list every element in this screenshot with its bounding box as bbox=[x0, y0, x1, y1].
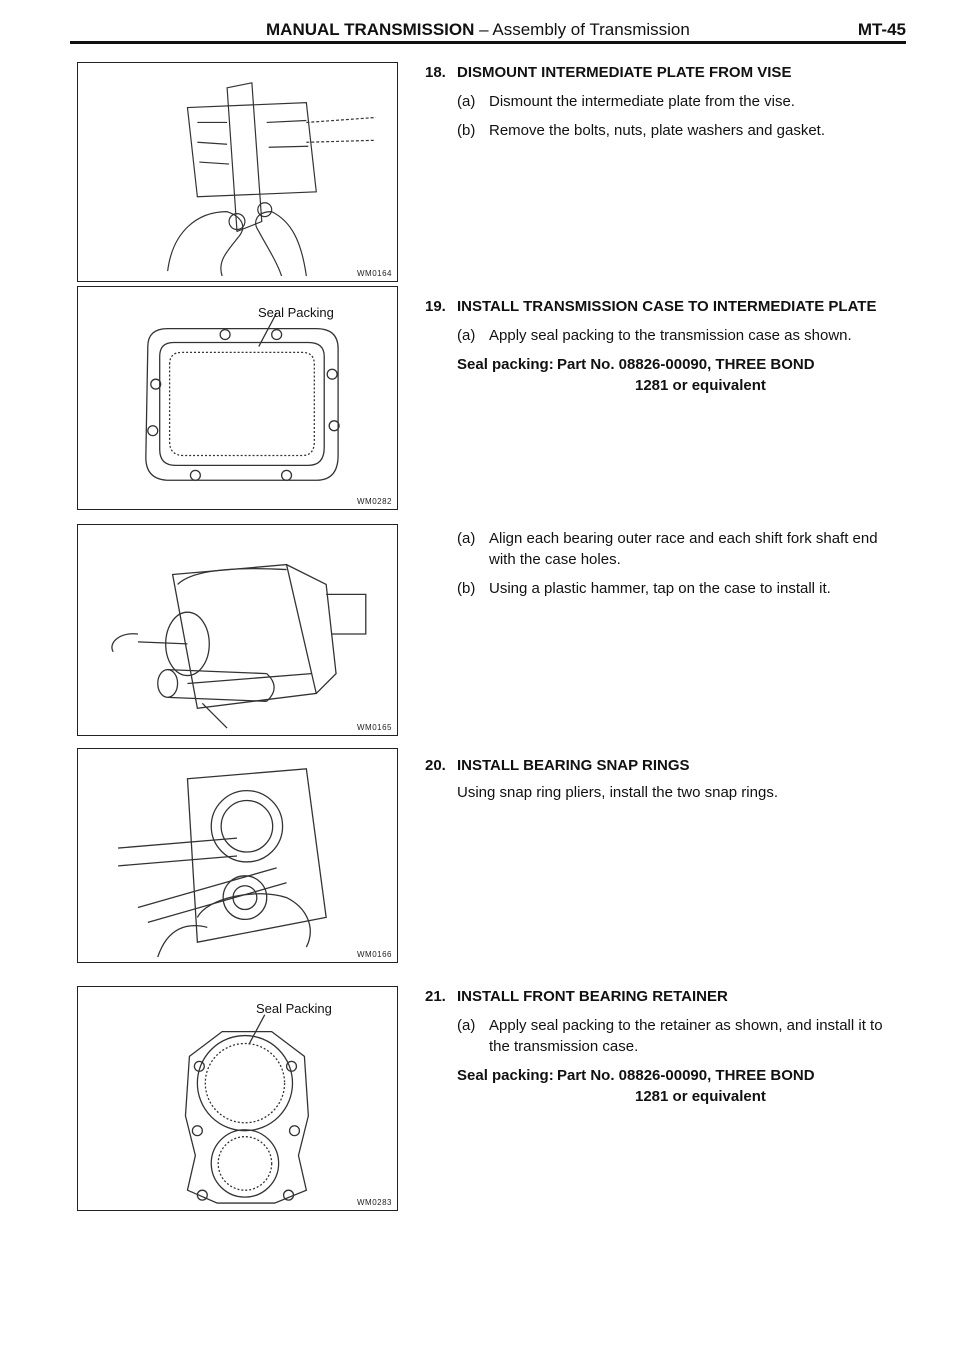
spec-key: Seal packing: bbox=[457, 1067, 554, 1084]
step-20 bbox=[425, 755, 905, 803]
header-title-main: MANUAL TRANSMISSION bbox=[266, 20, 475, 39]
figure-code: WM0165 bbox=[356, 723, 392, 732]
substep-label: (a) bbox=[457, 327, 476, 344]
step-number: 19. bbox=[425, 298, 446, 315]
header-title-sub: Assembly of Transmission bbox=[492, 20, 690, 39]
figure-illustration bbox=[78, 525, 397, 735]
step-19-continued bbox=[425, 528, 905, 599]
substep-text: Using a plastic hammer, tap on the case to install it. bbox=[489, 580, 831, 597]
substep-text: Remove the bolts, nuts, plate washers and gasket. bbox=[489, 122, 826, 139]
substep-label: (b) bbox=[457, 122, 476, 139]
step-18 bbox=[425, 62, 905, 141]
substep-text: Align each bearing outer race and each shift fork shaft end with the case holes. bbox=[489, 530, 878, 568]
figure-illustration bbox=[78, 749, 397, 962]
step-substep bbox=[457, 120, 905, 141]
step-substep bbox=[457, 578, 905, 599]
step-19 bbox=[425, 296, 905, 396]
header-title bbox=[266, 20, 690, 40]
seal-packing-spec bbox=[457, 354, 905, 396]
spec-value: Part No. 08826-00090, THREE BOND bbox=[557, 1067, 815, 1084]
step-heading: INSTALL TRANSMISSION CASE TO INTERMEDIATE PLATE bbox=[457, 298, 877, 315]
step-number: 20. bbox=[425, 757, 446, 774]
figure-illustration bbox=[78, 287, 397, 509]
substep-label: (b) bbox=[457, 580, 476, 597]
page-number: MT-45 bbox=[857, 20, 906, 39]
figure-illustration bbox=[78, 987, 397, 1210]
seal-packing-callout: Seal Packing bbox=[258, 305, 334, 320]
spec-key: Seal packing: bbox=[457, 356, 554, 373]
spec-value-cont: 1281 or equivalent bbox=[635, 377, 766, 394]
step-substep bbox=[457, 1015, 905, 1057]
figure-code: WM0283 bbox=[356, 1198, 392, 1207]
figure-code: WM0166 bbox=[356, 950, 392, 959]
substep-text: Apply seal packing to the retainer as shown, and install it to the transmission case. bbox=[489, 1017, 883, 1055]
step-heading: DISMOUNT INTERMEDIATE PLATE FROM VISE bbox=[457, 64, 792, 81]
step-heading: INSTALL FRONT BEARING RETAINER bbox=[457, 988, 728, 1005]
figure-illustration bbox=[78, 63, 397, 281]
figure-code: WM0282 bbox=[356, 497, 392, 506]
figure-case-seal-packing bbox=[77, 286, 398, 510]
substep-label: (a) bbox=[457, 530, 476, 547]
figure-case-install bbox=[77, 524, 398, 736]
substep-label: (a) bbox=[457, 93, 476, 110]
header-rule bbox=[70, 41, 906, 44]
step-substep bbox=[457, 91, 905, 112]
figure-retainer-seal-packing bbox=[77, 986, 398, 1211]
step-substep bbox=[457, 528, 905, 570]
step-heading: INSTALL BEARING SNAP RINGS bbox=[457, 757, 690, 774]
figure-code: WM0164 bbox=[356, 269, 392, 278]
step-number: 21. bbox=[425, 988, 446, 1005]
spec-value-cont: 1281 or equivalent bbox=[635, 1088, 766, 1105]
header-title-sep: – bbox=[474, 20, 493, 39]
spec-value: Part No. 08826-00090, THREE BOND bbox=[557, 356, 815, 373]
figure-snap-rings bbox=[77, 748, 398, 963]
seal-packing-callout: Seal Packing bbox=[256, 1001, 332, 1016]
step-number: 18. bbox=[425, 64, 446, 81]
substep-text: Apply seal packing to the transmission case as shown. bbox=[489, 327, 852, 344]
step-text: Using snap ring pliers, install the two snap rings. bbox=[457, 784, 778, 801]
step-21 bbox=[425, 986, 905, 1107]
substep-text: Dismount the intermediate plate from the vise. bbox=[489, 93, 795, 110]
figure-intermediate-plate bbox=[77, 62, 398, 282]
seal-packing-spec bbox=[457, 1065, 905, 1107]
substep-label: (a) bbox=[457, 1017, 476, 1034]
step-substep bbox=[457, 325, 905, 346]
